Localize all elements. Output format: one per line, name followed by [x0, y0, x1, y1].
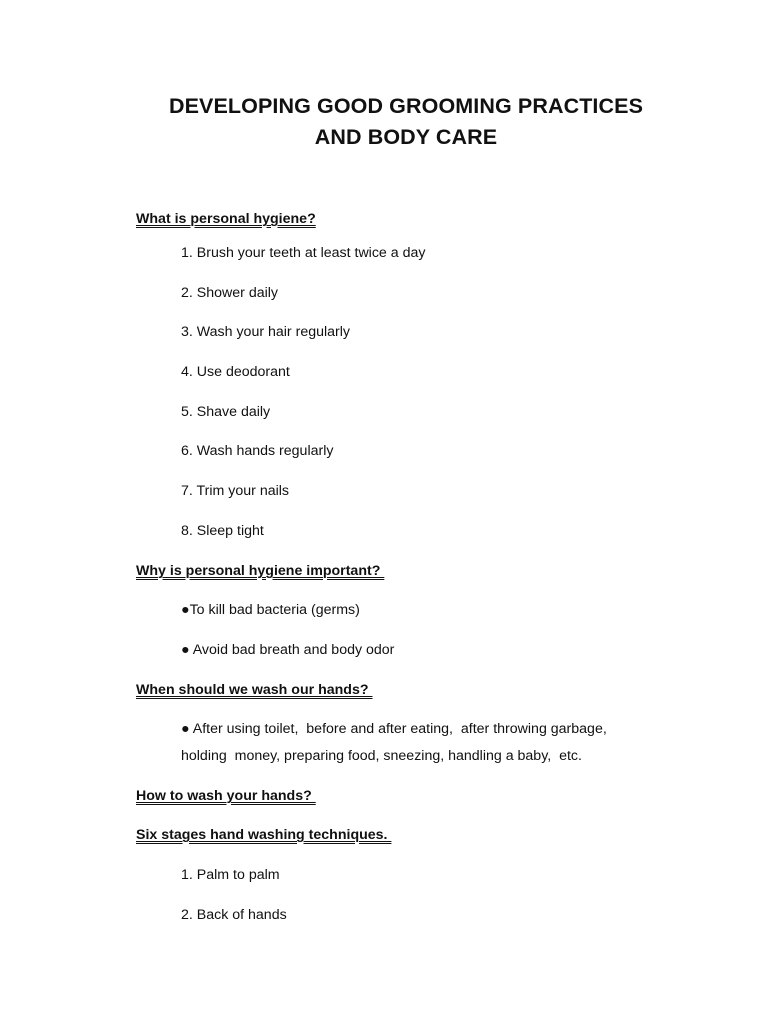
list-item: 5. Shave daily: [181, 404, 271, 420]
section-heading-why-hygiene-important: Why is personal hygiene important?: [136, 563, 385, 579]
bullet-item: ● After using toilet, before and after eating, after throwing garbage,: [181, 721, 607, 737]
section-heading-what-is-hygiene: What is personal hygiene?: [136, 211, 316, 227]
bullet-item: ●To kill bad bacteria (germs): [181, 602, 360, 618]
document-title-line-2: AND BODY CARE: [314, 125, 498, 149]
list-item: 7. Trim your nails: [181, 483, 290, 499]
list-item: 1. Brush your teeth at least twice a day: [181, 245, 426, 261]
bullet-item: ● Avoid bad breath and body odor: [181, 642, 395, 658]
section-heading-how-wash-hands: How to wash your hands?: [136, 788, 316, 804]
list-item: 8. Sleep tight: [181, 523, 264, 539]
list-item: 2. Shower daily: [181, 285, 278, 301]
section-heading-when-wash-hands: When should we wash our hands?: [136, 682, 373, 698]
list-item: 6. Wash hands regularly: [181, 443, 334, 459]
list-item: 1. Palm to palm: [181, 867, 280, 883]
bullet-item-continuation: holding money, preparing food, sneezing, handling a baby, etc.: [181, 748, 582, 764]
document-title-line-1: DEVELOPING GOOD GROOMING PRACTICES: [168, 94, 644, 118]
section-heading-six-stages: Six stages hand washing techniques.: [136, 827, 392, 843]
list-item: 3. Wash your hair regularly: [181, 324, 351, 340]
list-item: 2. Back of hands: [181, 907, 287, 923]
list-item: 4. Use deodorant: [181, 364, 290, 380]
